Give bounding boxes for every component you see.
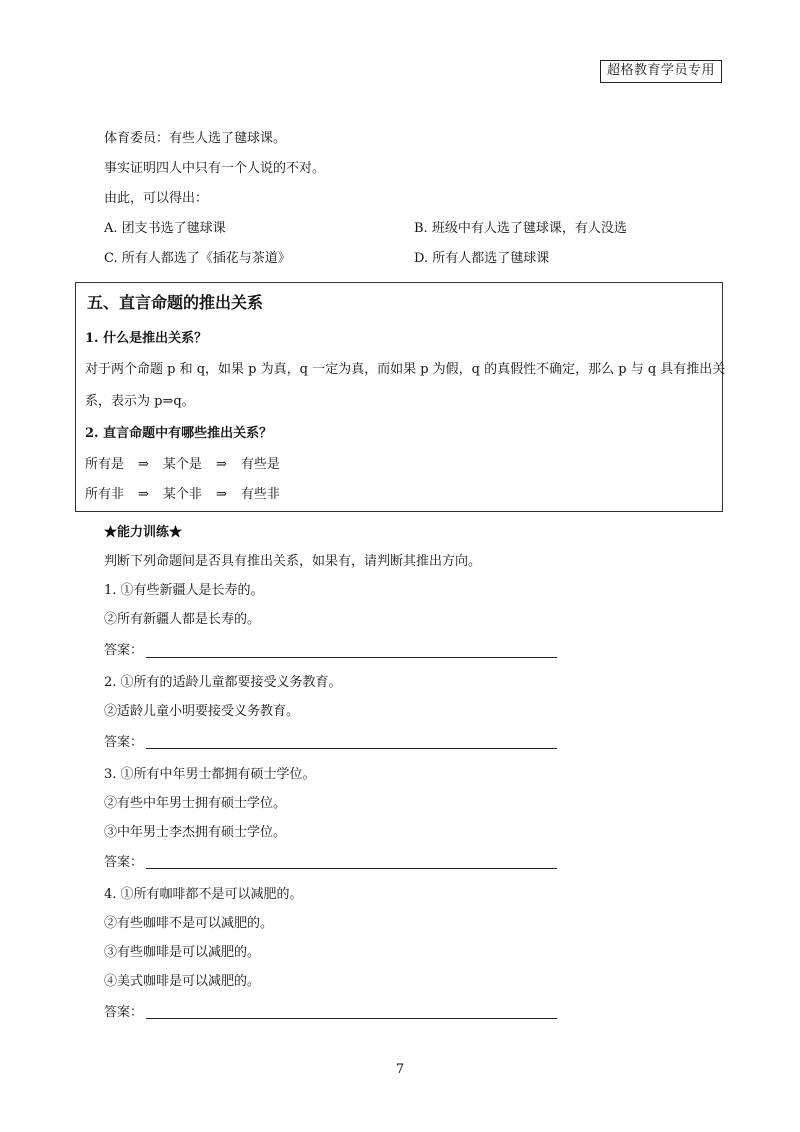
- q2-item-1: 2. ①所有的适龄儿童都要接受义务教育。: [104, 675, 342, 690]
- chain-term: 所有是: [85, 457, 125, 472]
- intro-line-1: 体育委员：有些人选了毽球课。: [104, 131, 287, 146]
- inference-chain-negative: [85, 486, 280, 504]
- option-d: D. 所有人都选了毽球课: [414, 251, 550, 266]
- section-paragraph-1: 对于两个命题 p 和 q，如果 p 为真，q 一定为真，而如果 p 为假，q 的真假性不确定，那么 p 与 q 具有推出关: [85, 362, 726, 377]
- q3-item-1: 3. ①所有中年男士都拥有硕士学位。: [104, 767, 316, 782]
- section-question-2: 2. 直言命题中有哪些推出关系？: [85, 426, 273, 441]
- chain-term: 有些非: [240, 487, 280, 502]
- option-a: A. 团支书选了毽球课: [104, 221, 226, 236]
- q3-item-3: ③中年男士李杰拥有硕士学位。: [104, 825, 287, 840]
- q4-answer-label: 答案：: [104, 1005, 144, 1020]
- chain-term: 所有非: [85, 487, 125, 502]
- q4-item-3: ③有些咖啡是可以减肥的。: [104, 945, 261, 960]
- chain-term: 某个非: [162, 487, 202, 502]
- section-title: 五、直言命题的推出关系: [87, 293, 264, 312]
- section-paragraph-2: 系，表示为 p⇒q。: [85, 394, 195, 409]
- q1-answer-label: 答案：: [104, 643, 144, 658]
- chain-term: 有些是: [240, 457, 280, 472]
- q1-item-2: ②所有新疆人都是长寿的。: [104, 612, 261, 627]
- practice-heading: ★能力训练★: [104, 525, 183, 540]
- section-question-1: 1. 什么是推出关系？: [85, 331, 208, 346]
- options-row-2: [104, 250, 704, 268]
- intro-line-3: 由此，可以得出：: [104, 191, 209, 206]
- q1-item-1: 1. ①有些新疆人是长寿的。: [104, 583, 264, 598]
- chain-term: 某个是: [162, 457, 202, 472]
- implies-arrow: ⇒: [138, 457, 149, 472]
- q4-item-2: ②有些咖啡不是可以减肥的。: [104, 916, 274, 931]
- implies-arrow: ⇒: [215, 487, 227, 502]
- q2-answer-blank[interactable]: [146, 748, 557, 749]
- q2-answer-label: 答案：: [104, 735, 144, 750]
- q3-answer-label: 答案：: [104, 855, 144, 870]
- intro-line-2: 事实证明四人中只有一个人说的不对。: [104, 161, 326, 176]
- page-number: 7: [395, 1062, 405, 1077]
- q3-item-2: ②有些中年男士拥有硕士学位。: [104, 796, 287, 811]
- q2-item-2: ②适龄儿童小明要接受义务教育。: [104, 704, 300, 719]
- q1-answer-blank[interactable]: [146, 657, 557, 658]
- option-b: B. 班级中有人选了毽球课，有人没选: [414, 221, 627, 236]
- practice-instruction: 判断下列命题间是否具有推出关系，如果有，请判断其推出方向。: [104, 554, 482, 569]
- option-c: C. 所有人都选了《插花与茶道》: [104, 251, 291, 266]
- options-row-1: [104, 220, 704, 238]
- section-box: [75, 282, 726, 512]
- implies-arrow: ⇒: [138, 487, 149, 502]
- inference-chain-affirmative: [85, 456, 280, 474]
- q3-answer-blank[interactable]: [146, 868, 557, 869]
- q4-item-4: ④美式咖啡是可以减肥的。: [104, 974, 261, 989]
- q4-item-1: 4. ①所有咖啡都不是可以减肥的。: [104, 887, 303, 902]
- q4-answer-blank[interactable]: [146, 1018, 557, 1019]
- implies-arrow: ⇒: [215, 457, 227, 472]
- header-tag: 超格教育学员专用: [600, 60, 722, 83]
